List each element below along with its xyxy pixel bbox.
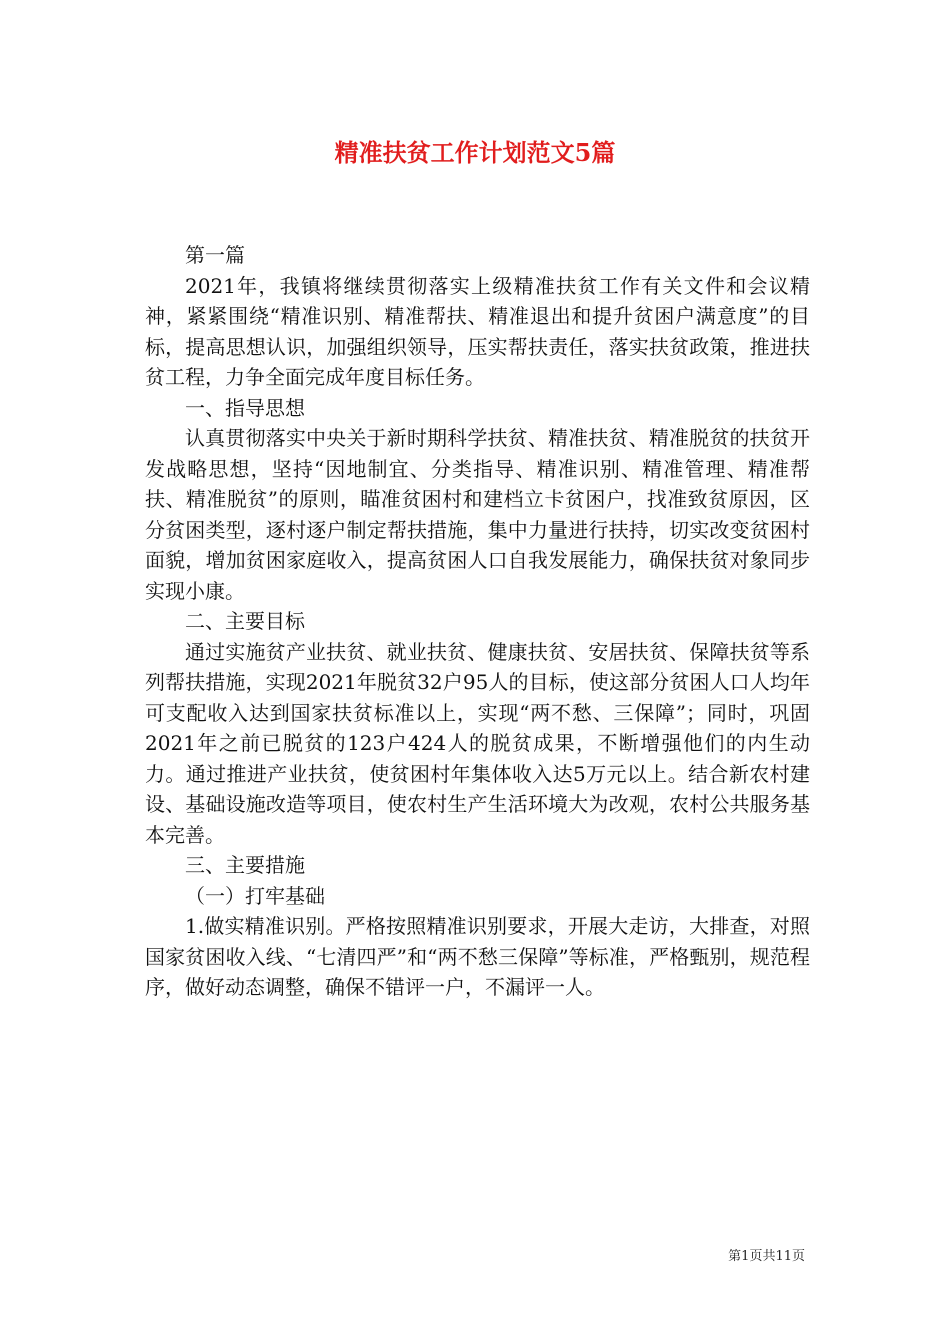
page-number-footer: 第1页共11页 bbox=[728, 1249, 805, 1264]
paragraph-main-goals: 通过实施贫产业扶贫、就业扶贫、健康扶贫、安居扶贫、保障扶贫等系列帮扶措施，实现2021年脱贫32户95人的目标，使这部分贫困人口人均年可支配收入达到国家扶贫标准以上，实现“两不愁、三保障”；同时，巩固2021年之前已脱贫的123户424人的脱贫成果，不断增强他们的内生动力。通过推进产业扶贫，使贫困村年集体收入达5万元以上。结合新农村建设、基础设施改造等项目，使农村生产生活环境大为改观，农村公共服务基本完善。 bbox=[145, 639, 810, 847]
paragraph-guiding-thought: 认真贯彻落实中央关于新时期科学扶贫、精准扶贫、精准脱贫的扶贫开发战略思想，坚持“因地制宜、分类指导、精准识别、精准管理、精准帮扶、精准脱贫”的原则，瞄准贫困村和建档立卡贫困户，找准致贫原因，区分贫困类型，逐村逐户制定帮扶措施，集中力量进行扶持，切实改变贫困村面貌，增加贫困家庭收入，提高贫困人口自我发展能力，确保扶贫对象同步实现小康。 bbox=[145, 426, 810, 603]
heading-main-goals: 二、主要目标 bbox=[185, 609, 305, 633]
document-body bbox=[145, 240, 810, 1003]
paragraph-intro: 2021年，我镇将继续贯彻落实上级精准扶贫工作有关文件和会议精神，紧紧围绕“精准识别、精准帮扶、精准退出和提升贫困户满意度”的目标，提高思想认识，加强组织领导，压实帮扶责任，落实扶贫政策，推进扶贫工程，力争全面完成年度目标任务。 bbox=[145, 273, 810, 389]
paragraph-identification: 1.做实精准识别。严格按照精准识别要求，开展大走访，大排查，对照国家贫困收入线、“七清四严”和“两不愁三保障”等标准，严格甄别，规范程序，做好动态调整，确保不错评一户，不漏评一人。 bbox=[145, 914, 810, 999]
section-label-first: 第一篇 bbox=[185, 243, 245, 267]
heading-guiding-thought: 一、指导思想 bbox=[185, 395, 305, 420]
heading-main-measures: 三、主要措施 bbox=[185, 853, 305, 877]
subheading-foundation: （一）打牢基础 bbox=[185, 883, 325, 908]
document-title: 精准扶贫工作计划范文5篇 bbox=[334, 138, 616, 167]
